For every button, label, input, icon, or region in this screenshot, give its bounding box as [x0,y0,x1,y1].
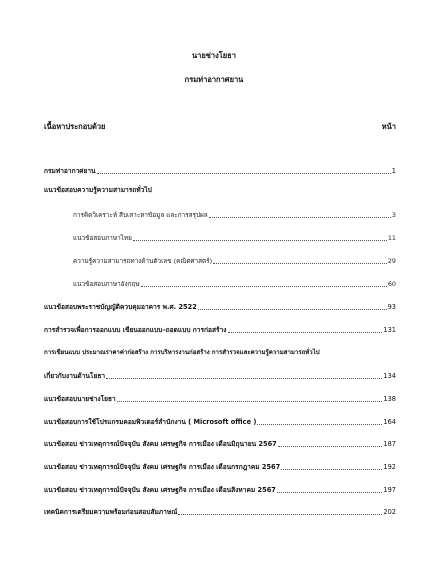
toc-leader-dots [198,309,387,310]
toc-entry-page: 164 [383,418,396,426]
toc-entry-label: ความรู้ความสามารถทางด้านตัวเลข (คณิตศาสตร์) [73,257,213,265]
toc-entry-label: เกี่ยวกับงานด้านโยธา [44,372,106,380]
toc-entry [73,233,396,243]
toc-entry-page: 138 [383,395,396,403]
toc-entry-page: 29 [387,257,396,265]
toc-entry-page: 202 [383,508,396,516]
toc-entry-page: 197 [383,486,396,494]
toc-entry [73,279,396,289]
toc-entry-page: 3 [391,211,396,219]
toc-leader-dots [97,173,391,174]
toc-entry-page: 192 [383,463,396,471]
toc-entry-label-line1: การเขียนแบบ ประมาณราคาค่าก่อสร้าง การบริหารงานก่อสร้าง การสำรวจและความรู้ความสามารถทั่วไป [44,349,320,356]
toc-entry-page: 134 [383,372,396,380]
toc-leader-dots [178,514,382,515]
toc-leader-dots [281,469,382,470]
toc-entry-label: แนวข้อสอบพระราชบัญญัติควบคุมอาคาร พ.ศ. 2522 [44,303,197,311]
page-column-header: หน้า [381,122,396,131]
toc-entry-page: 11 [387,234,396,242]
toc-leader-dots [277,492,383,493]
toc-entry-label: กรมท่าอากาศยาน [44,167,96,175]
toc-entry [44,371,396,381]
toc-entry-label: แนวข้อสอบ ข่าวเหตุการณ์ปัจจุบัน สังคม เศรษฐกิจ การเมือง เดือนกรกฎาคม 2567 [44,463,281,471]
doc-title-position: นายช่างโยธา [192,51,236,60]
toc-entry [44,462,396,472]
toc-entry [44,439,396,449]
toc-leader-dots [209,217,391,218]
toc-entry [73,256,396,266]
toc-entry-label: แนวข้อสอบ ข่าวเหตุการณ์ปัจจุบัน สังคม เศรษฐกิจ การเมือง เดือนมิถุนายน 2567 [44,440,277,448]
toc-leader-dots [278,446,383,447]
toc-entry [44,325,396,335]
toc-section-heading: แนวข้อสอบความรู้ความสามารถทั่วไป [44,186,152,194]
toc-entry-page: 60 [387,280,396,288]
toc-entry-page: 131 [383,326,396,334]
toc-entry-label: แนวข้อสอบภาษาไทย [73,234,132,242]
toc-entry [44,417,396,427]
contents-header: เนื้อหาประกอบด้วย [44,122,106,131]
toc-entry-label: การคิดวิเคราะห์ สืบเสาะหาข้อมูล และการสรุปผล [73,211,208,219]
toc-entry-label: เทคนิคการเตรียมความพร้อมก่อนสอบสัมภาษณ์ [44,508,178,516]
toc-entry-label: แนวข้อสอบ ข่าวเหตุการณ์ปัจจุบัน สังคม เศรษฐกิจ การเมือง เดือนสิงหาคม 2567 [44,486,276,494]
toc-leader-dots [133,240,387,241]
toc-entry [44,166,396,176]
toc-entry-label: แนวข้อสอบภาษาอังกฤษ [73,280,140,288]
toc-leader-dots [228,332,383,333]
doc-title-department: กรมท่าอากาศยาน [184,75,244,84]
toc-entry [44,485,396,495]
toc-leader-dots [213,263,387,264]
toc-leader-dots [106,378,382,379]
toc-leader-dots [141,286,387,287]
toc-entry [44,302,396,312]
toc-entry-page: 93 [387,303,396,311]
toc-entry-label: การสำรวจเพื่อการออกแบบ เขียนออกแบบ–ถอดแบบ การก่อสร้าง [44,326,227,334]
toc-leader-dots [117,401,383,402]
toc-entry [44,507,396,517]
toc-leader-dots [257,424,382,425]
toc-entry-label: แนวข้อสอบการใช้โปรแกรมคอมพิวเตอร์สำนักงาน ( Microsoft office ) [44,418,257,426]
toc-entry-page: 187 [383,440,396,448]
toc-entry [73,210,396,220]
toc-entry [44,394,396,404]
toc-entry-page: 1 [391,167,396,175]
toc-entry-label: แนวข้อสอบนายช่างโยธา [44,395,116,403]
